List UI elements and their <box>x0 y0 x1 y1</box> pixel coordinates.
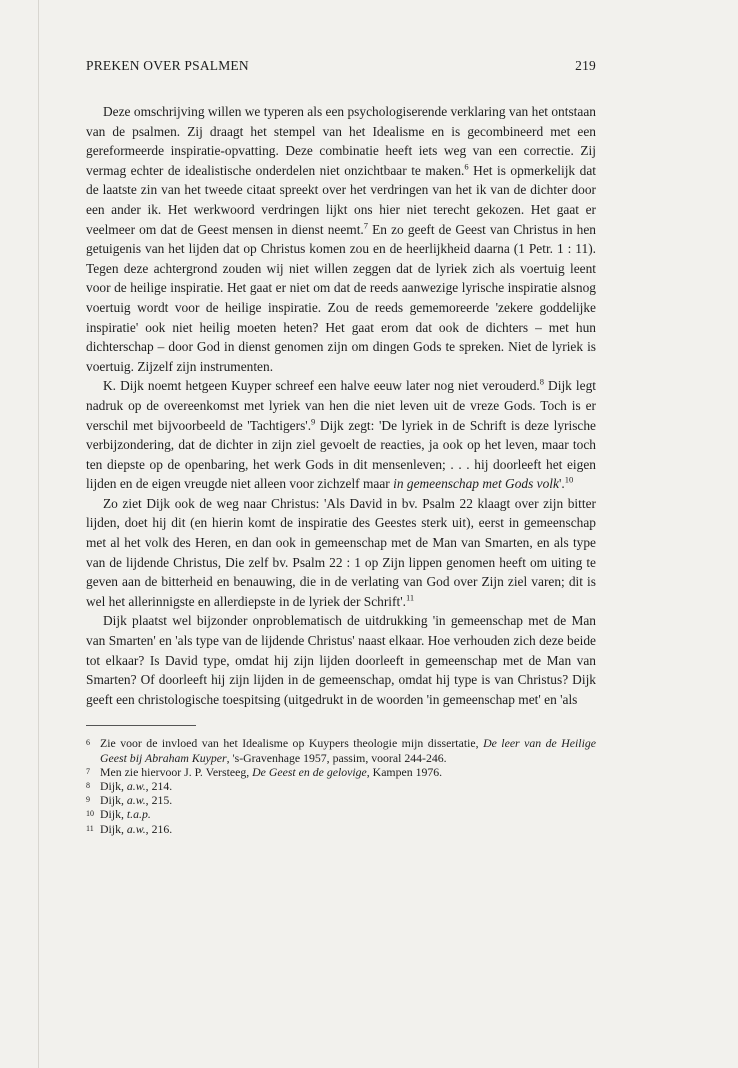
footnote-10: 10 Dijk, t.a.p. <box>86 807 151 822</box>
paragraph-2: K. Dijk noemt hetgeen Kuyper schreef een halve eeuw later nog niet verouderd.$^8$ Dijk legt nadruk op de overeenkomst met lyriek van hen die niet leven uit de vreze Gods. Toch is er verschil met bijvoorbeeld de 'Tachtigers'.$^9$ Dijk zegt: 'De lyriek in de Schrift is deze lyrische verbijzondering, dat de dichter in zijn ziel gevoelt de reacties, ja ook op het leven, maar toch ten diepste op de openbaring, het werk Gods in dit mensenleven; . . . hij doorleeft het eigen lijden en de eigen vreugde niet alleen voor zichzelf maar in gemeenschap met Gods volk'.$^{10}$ <box>86 376 596 492</box>
footnotes <box>86 736 596 835</box>
footnote-number: 8 <box>86 781 90 791</box>
paragraph-4: Dijk plaatst wel bijzonder onproblematisch de uitdrukking 'in gemeenschap met de Man van Smarten' en 'als type van de lijdende Christus' naast elkaar. Hoe verhouden zich deze beide tot elkaar? Is David type, omdat hij zijn lijden doorleeft in gemeenschap met de Man van Smarten? Of doorleeft hij zijn lijden in de gemeenschap, omdat hij type is van Christus? Dijk geeft een christologische toespitsing (uitgedrukt in de woorden 'in gemeenschap met' en 'als <box>86 613 596 707</box>
scan-edge <box>38 0 39 1068</box>
footnote-number: 10 <box>86 809 94 819</box>
book-page <box>86 58 596 836</box>
footnote-divider <box>86 725 196 726</box>
footnote-number: 6 <box>86 738 90 748</box>
running-title: PREKEN OVER PSALMEN <box>86 58 249 73</box>
running-header <box>86 58 596 84</box>
paragraph-1: Deze omschrijving willen we typeren als een psychologiserende verklaring van het ontstaan van de psalmen. Zij draagt het stempel van het Idealisme en is gecombineerd met een gereformeerde inspiratie-opvatting. Deze combinatie heeft iets weg van een correctie. Zij vermag echter de idealistische onderdelen niet onzichtbaar te maken.$^6$ Het is opmerkelijk dat de laatste zin van het tweede citaat spreekt over het verdringen van het ik van de dichter door een ander ik. Het werkwoord verdringen lijkt ons hier niet terecht gekozen. Het gaat er veelmeer om dat de Geest mensen in dienst neemt.$^7$ En zo geeft de Geest van Christus in hen getuigenis van het lijden dat op Christus komen zou en de heerlijkheid daarna (1 Petr. 1 : 11). Tegen deze achtergrond zouden wij niet willen zeggen dat de lyriek zich als voertuig leent voor de heilige inspiratie. Het gaat er niet om dat de reeds aanwezige lyrische inspiratie alsnog voertuig wordt voor de heilige inspiratie. Zou de reeds gememoreerde 'zekere goddelijke inspiratie' ook niet heilig moeten heten? Het gaat erom dat ook de dichters – met hun dichterschap – door God in dienst genomen zijn om dingen Gods te spreken. Niet de lyriek is voertuig. Zijzelf zijn instrumenten. <box>86 104 596 374</box>
footnote-ref-6: 6 <box>464 161 469 172</box>
footnote-ref-8: 8 <box>539 376 544 387</box>
footnote-8: 8 Dijk, a.w., 214. <box>86 779 173 794</box>
body-text <box>86 102 596 709</box>
footnote-ref-9: 9 <box>311 416 316 427</box>
footnote-6: 6 Zie voor de invloed van het Idealisme op Kuypers theologie mijn dissertatie, De leer van de Heilige Geest bij Abraham Kuyper, 's-Gravenhage 1957, passim, vooral 244-246. <box>86 736 596 765</box>
footnote-11: 11 Dijk, a.w., 216. <box>86 821 173 836</box>
footnote-number: 11 <box>86 823 94 833</box>
footnote-ref-11: 11 <box>405 592 415 603</box>
paragraph-3: Zo ziet Dijk ook de weg naar Christus: 'Als David in bv. Psalm 22 klaagt over zijn bitter lijden, doet hij dit (en hierin komt de inspiratie des Geestes sterk uit), eerst in gemeenschap met al het volk des Heren, en dan ook in gemeenschap met de Man van Smarten, en als type van de lijdende Christus, Die zelf bv. Psalm 22 : 1 op Zijn lippen genomen heeft om uiting te geven aan de bitterheid en benauwing, die in de verlating van God over Zijn ziel varen; dit is wel het allerinnigste en allerdiepste in de lyriek der Schrift'.$^{11}$ <box>86 495 596 609</box>
footnote-number: 7 <box>86 766 90 776</box>
footnote-ref-7: 7 <box>363 220 369 231</box>
footnote-number: 9 <box>86 795 90 805</box>
footnote-7: 7 Men zie hiervoor J. P. Versteeg, De Geest en de gelovige, Kampen 1976. <box>86 764 443 779</box>
footnote-9: 9 Dijk, a.w., 215. <box>86 793 173 808</box>
footnote-ref-10: 10 <box>564 474 574 485</box>
page-number: 219 <box>575 58 596 73</box>
